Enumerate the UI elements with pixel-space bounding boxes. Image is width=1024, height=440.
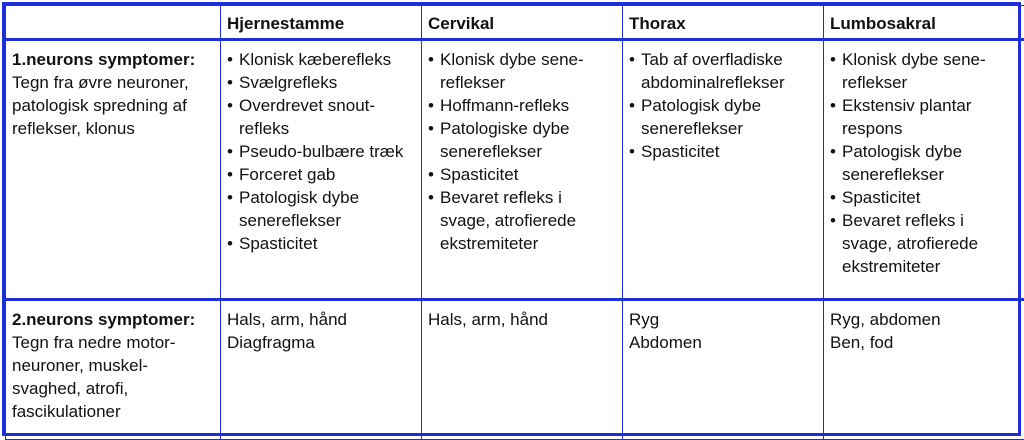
list-item: • Svælgrefleks: [227, 71, 415, 94]
list-item: • Patologiske dybe senereflekser: [428, 117, 616, 163]
table-cell: [422, 300, 623, 440]
symptom-table: [2, 2, 1021, 436]
row-header-cell: [6, 40, 221, 300]
header-corner-cell: [6, 6, 221, 40]
bullet-list: [227, 48, 415, 255]
column-header-lumbosakral: Lumbosakral: [824, 6, 1024, 40]
cell-line: Abdomen: [629, 333, 702, 352]
list-item: • Overdrevet snout-refleks: [227, 94, 415, 140]
list-item: • Spasticitet: [629, 140, 817, 163]
header-row: [6, 6, 1024, 40]
list-item: • Hoffmann-refleks: [428, 94, 616, 117]
table-cell: [824, 40, 1024, 300]
list-item: • Spasticitet: [227, 232, 415, 255]
list-item: • Klonisk kæberefleks: [227, 48, 415, 71]
list-item: • Klonisk dybe sene-reflekser: [830, 48, 1018, 94]
list-item: • Spasticitet: [830, 186, 1018, 209]
column-header-hjernestamme: Hjernestamme: [221, 6, 422, 40]
list-item: • Bevaret refleks i svage, atrofierede ekstremiteter: [428, 186, 616, 255]
list-item: • Klonisk dybe sene-reflekser: [428, 48, 616, 94]
list-item: • Ekstensiv plantar respons: [830, 94, 1018, 140]
row-title: 2.neurons symptomer:: [12, 310, 196, 329]
table-cell: [623, 40, 824, 300]
cell-line: Ben, fod: [830, 333, 894, 352]
bullet-list: [830, 48, 1018, 278]
row-description: Tegn fra øvre neuroner, patologisk spredning af reflekser, klonus: [12, 73, 189, 138]
list-item: • Pseudo-bulbære træk: [227, 140, 415, 163]
table-cell: [824, 300, 1024, 440]
list-item: • Bevaret refleks i svage, atrofierede ekstremiteter: [830, 209, 1018, 278]
table-row-second-neuron: [6, 300, 1024, 440]
column-header-thorax: Thorax: [623, 6, 824, 40]
row-title: 1.neurons symptomer:: [12, 50, 196, 69]
bullet-list: [428, 48, 616, 255]
cell-line: Diagfragma: [227, 333, 315, 352]
table-cell: [623, 300, 824, 440]
list-item: • Forceret gab: [227, 163, 415, 186]
table-row-first-neuron: [6, 40, 1024, 300]
table-cell: [221, 40, 422, 300]
list-item: • Patologisk dybe senereflekser: [629, 94, 817, 140]
symptom-grid: [5, 5, 1024, 440]
column-header-cervikal: Cervikal: [422, 6, 623, 40]
list-item: • Patologisk dybe senereflekser: [830, 140, 1018, 186]
cell-line: Hals, arm, hånd: [428, 310, 548, 329]
list-item: • Patologisk dybe senereflekser: [227, 186, 415, 232]
cell-line: Hals, arm, hånd: [227, 310, 347, 329]
bullet-list: [629, 48, 817, 163]
row-description: Tegn fra nedre motor-neuroner, muskel-svaghed, atrofi, fascikulationer: [12, 333, 176, 421]
list-item: • Spasticitet: [428, 163, 616, 186]
cell-line: Ryg: [629, 310, 660, 329]
cell-line: Ryg, abdomen: [830, 310, 941, 329]
table-cell: [221, 300, 422, 440]
list-item: • Tab af overfladiske abdominalreflekser: [629, 48, 817, 94]
table-cell: [422, 40, 623, 300]
row-header-cell: [6, 300, 221, 440]
